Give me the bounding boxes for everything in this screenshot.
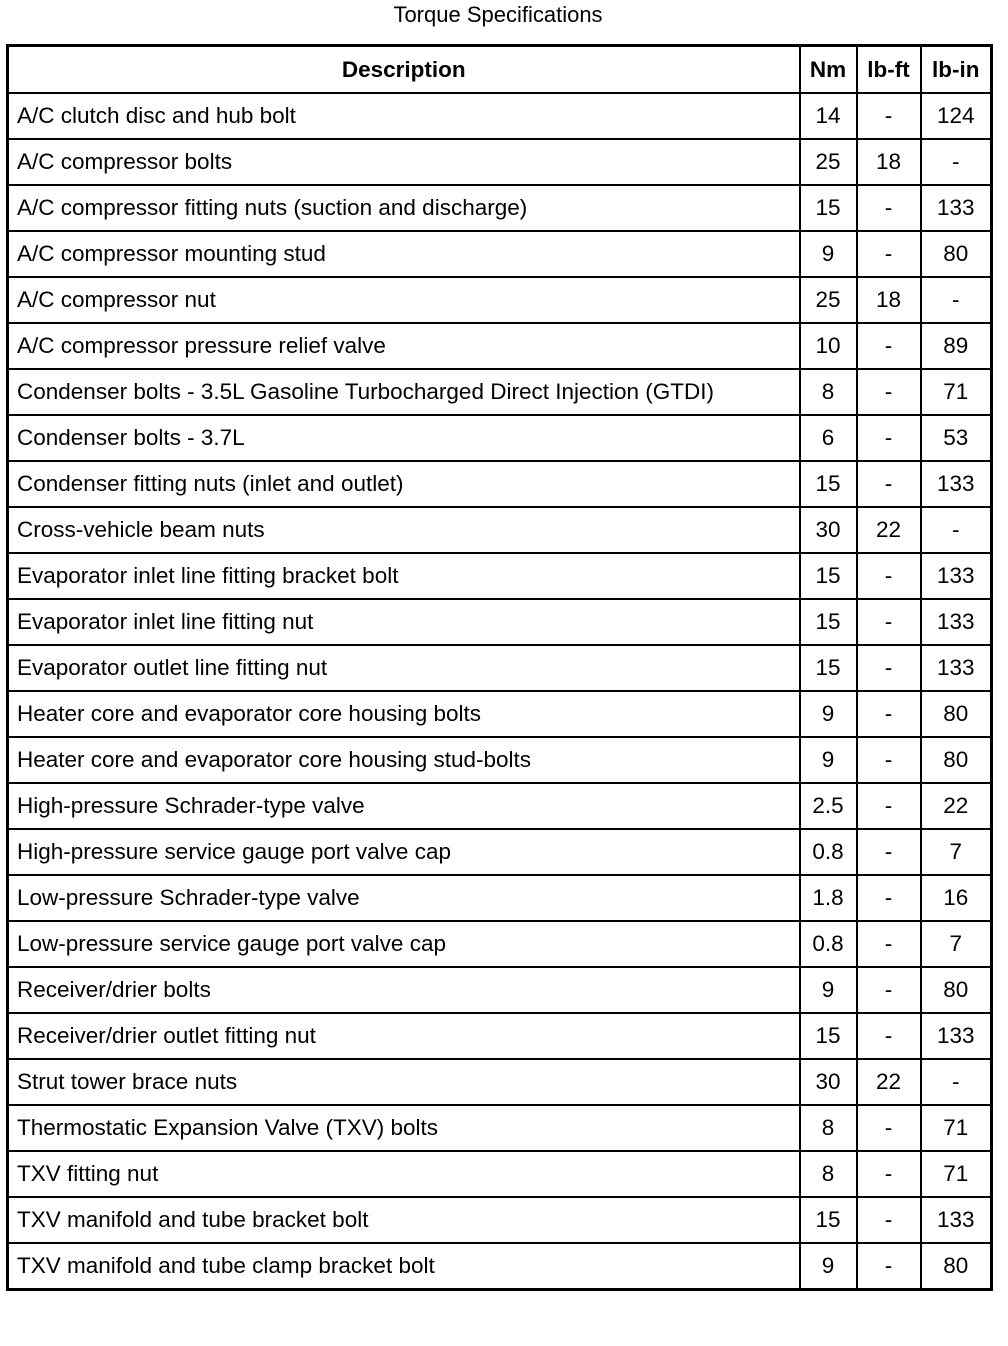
cell-description: A/C compressor mounting stud xyxy=(8,231,800,277)
table-row xyxy=(8,1105,992,1151)
cell-lb-ft: 22 xyxy=(857,507,921,553)
cell-lb-in: 71 xyxy=(921,1151,992,1197)
cell-nm: 15 xyxy=(800,1013,857,1059)
cell-lb-in: 80 xyxy=(921,1243,992,1290)
table-row xyxy=(8,93,992,139)
table-row xyxy=(8,231,992,277)
cell-lb-in: 89 xyxy=(921,323,992,369)
cell-lb-in: 133 xyxy=(921,645,992,691)
cell-lb-in: 133 xyxy=(921,599,992,645)
cell-description: Low-pressure service gauge port valve cap xyxy=(8,921,800,967)
cell-lb-ft: - xyxy=(857,231,921,277)
cell-lb-in: 133 xyxy=(921,185,992,231)
cell-nm: 8 xyxy=(800,369,857,415)
cell-description: A/C compressor bolts xyxy=(8,139,800,185)
cell-nm: 0.8 xyxy=(800,829,857,875)
cell-nm: 8 xyxy=(800,1151,857,1197)
table-row xyxy=(8,415,992,461)
cell-lb-ft: - xyxy=(857,875,921,921)
cell-lb-ft: - xyxy=(857,461,921,507)
cell-description: Condenser fitting nuts (inlet and outlet) xyxy=(8,461,800,507)
cell-lb-ft: - xyxy=(857,921,921,967)
cell-lb-ft: 22 xyxy=(857,1059,921,1105)
cell-lb-in: - xyxy=(921,507,992,553)
page-title: Torque Specifications xyxy=(393,2,603,27)
cell-nm: 6 xyxy=(800,415,857,461)
cell-lb-ft: - xyxy=(857,1013,921,1059)
cell-lb-ft: - xyxy=(857,1151,921,1197)
cell-nm: 0.8 xyxy=(800,921,857,967)
cell-lb-ft: - xyxy=(857,185,921,231)
cell-nm: 30 xyxy=(800,507,857,553)
header-lb-ft: lb-ft xyxy=(857,46,921,94)
cell-description: A/C compressor pressure relief valve xyxy=(8,323,800,369)
cell-lb-ft: - xyxy=(857,967,921,1013)
table-row xyxy=(8,737,992,783)
table-row xyxy=(8,829,992,875)
cell-description: Receiver/drier outlet fitting nut xyxy=(8,1013,800,1059)
cell-nm: 8 xyxy=(800,1105,857,1151)
cell-description: Condenser bolts - 3.7L xyxy=(8,415,800,461)
cell-nm: 15 xyxy=(800,599,857,645)
cell-description: TXV manifold and tube bracket bolt xyxy=(8,1197,800,1243)
cell-description: Low-pressure Schrader-type valve xyxy=(8,875,800,921)
cell-nm: 30 xyxy=(800,1059,857,1105)
table-row xyxy=(8,599,992,645)
table-row xyxy=(8,323,992,369)
cell-description: Evaporator inlet line fitting nut xyxy=(8,599,800,645)
header-description: Description xyxy=(8,46,800,94)
cell-nm: 9 xyxy=(800,1243,857,1290)
table-row xyxy=(8,645,992,691)
cell-lb-ft: - xyxy=(857,645,921,691)
cell-nm: 9 xyxy=(800,231,857,277)
table-row xyxy=(8,967,992,1013)
cell-description: Heater core and evaporator core housing bolts xyxy=(8,691,800,737)
table-row xyxy=(8,1013,992,1059)
cell-description: Receiver/drier bolts xyxy=(8,967,800,1013)
cell-lb-ft: - xyxy=(857,93,921,139)
cell-lb-in: 133 xyxy=(921,1197,992,1243)
cell-lb-in: 80 xyxy=(921,691,992,737)
header-lb-in: lb-in xyxy=(921,46,992,94)
cell-lb-in: 80 xyxy=(921,967,992,1013)
table-row xyxy=(8,277,992,323)
cell-description: High-pressure service gauge port valve cap xyxy=(8,829,800,875)
cell-nm: 15 xyxy=(800,461,857,507)
cell-description: Thermostatic Expansion Valve (TXV) bolts xyxy=(8,1105,800,1151)
cell-lb-ft: - xyxy=(857,415,921,461)
cell-description: Cross-vehicle beam nuts xyxy=(8,507,800,553)
header-nm: Nm xyxy=(800,46,857,94)
cell-nm: 9 xyxy=(800,737,857,783)
cell-lb-in: 124 xyxy=(921,93,992,139)
cell-lb-in: 133 xyxy=(921,553,992,599)
table-row xyxy=(8,139,992,185)
cell-description: Strut tower brace nuts xyxy=(8,1059,800,1105)
cell-lb-ft: - xyxy=(857,691,921,737)
table-row xyxy=(8,461,992,507)
table-row xyxy=(8,507,992,553)
header-row xyxy=(8,46,992,94)
cell-lb-ft: 18 xyxy=(857,277,921,323)
cell-lb-ft: - xyxy=(857,323,921,369)
cell-lb-ft: - xyxy=(857,783,921,829)
table-row xyxy=(8,921,992,967)
table-row xyxy=(8,1059,992,1105)
cell-nm: 9 xyxy=(800,967,857,1013)
cell-lb-in: 7 xyxy=(921,829,992,875)
torque-spec-table xyxy=(6,44,993,1291)
cell-nm: 15 xyxy=(800,553,857,599)
cell-description: TXV fitting nut xyxy=(8,1151,800,1197)
cell-description: Evaporator inlet line fitting bracket bolt xyxy=(8,553,800,599)
cell-nm: 2.5 xyxy=(800,783,857,829)
cell-lb-ft: - xyxy=(857,599,921,645)
cell-lb-in: 53 xyxy=(921,415,992,461)
table-row xyxy=(8,1151,992,1197)
cell-nm: 9 xyxy=(800,691,857,737)
cell-lb-ft: - xyxy=(857,553,921,599)
cell-description: Evaporator outlet line fitting nut xyxy=(8,645,800,691)
table-row xyxy=(8,691,992,737)
cell-lb-in: - xyxy=(921,139,992,185)
cell-nm: 25 xyxy=(800,277,857,323)
cell-nm: 25 xyxy=(800,139,857,185)
table-row xyxy=(8,1197,992,1243)
table-row xyxy=(8,369,992,415)
cell-lb-in: 7 xyxy=(921,921,992,967)
cell-lb-ft: - xyxy=(857,1243,921,1290)
table-row xyxy=(8,553,992,599)
table-row xyxy=(8,875,992,921)
cell-description: A/C compressor nut xyxy=(8,277,800,323)
cell-lb-in: 22 xyxy=(921,783,992,829)
table-row xyxy=(8,783,992,829)
cell-nm: 15 xyxy=(800,645,857,691)
cell-lb-in: 133 xyxy=(921,1013,992,1059)
table-row xyxy=(8,1243,992,1290)
cell-lb-in: 71 xyxy=(921,1105,992,1151)
cell-lb-in: 80 xyxy=(921,231,992,277)
cell-description: A/C compressor fitting nuts (suction and discharge) xyxy=(8,185,800,231)
cell-lb-ft: 18 xyxy=(857,139,921,185)
cell-nm: 14 xyxy=(800,93,857,139)
cell-nm: 10 xyxy=(800,323,857,369)
cell-nm: 15 xyxy=(800,1197,857,1243)
cell-lb-in: 80 xyxy=(921,737,992,783)
cell-lb-in: 133 xyxy=(921,461,992,507)
cell-nm: 15 xyxy=(800,185,857,231)
cell-description: Condenser bolts - 3.5L Gasoline Turbocharged Direct Injection (GTDI) xyxy=(8,369,800,415)
table-row xyxy=(8,185,992,231)
cell-lb-in: 16 xyxy=(921,875,992,921)
cell-lb-in: - xyxy=(921,277,992,323)
cell-lb-ft: - xyxy=(857,369,921,415)
cell-lb-in: 71 xyxy=(921,369,992,415)
cell-description: Heater core and evaporator core housing stud-bolts xyxy=(8,737,800,783)
cell-description: TXV manifold and tube clamp bracket bolt xyxy=(8,1243,800,1290)
cell-lb-in: - xyxy=(921,1059,992,1105)
cell-lb-ft: - xyxy=(857,1105,921,1151)
cell-lb-ft: - xyxy=(857,1197,921,1243)
cell-description: A/C clutch disc and hub bolt xyxy=(8,93,800,139)
cell-nm: 1.8 xyxy=(800,875,857,921)
cell-description: High-pressure Schrader-type valve xyxy=(8,783,800,829)
cell-lb-ft: - xyxy=(857,829,921,875)
cell-lb-ft: - xyxy=(857,737,921,783)
